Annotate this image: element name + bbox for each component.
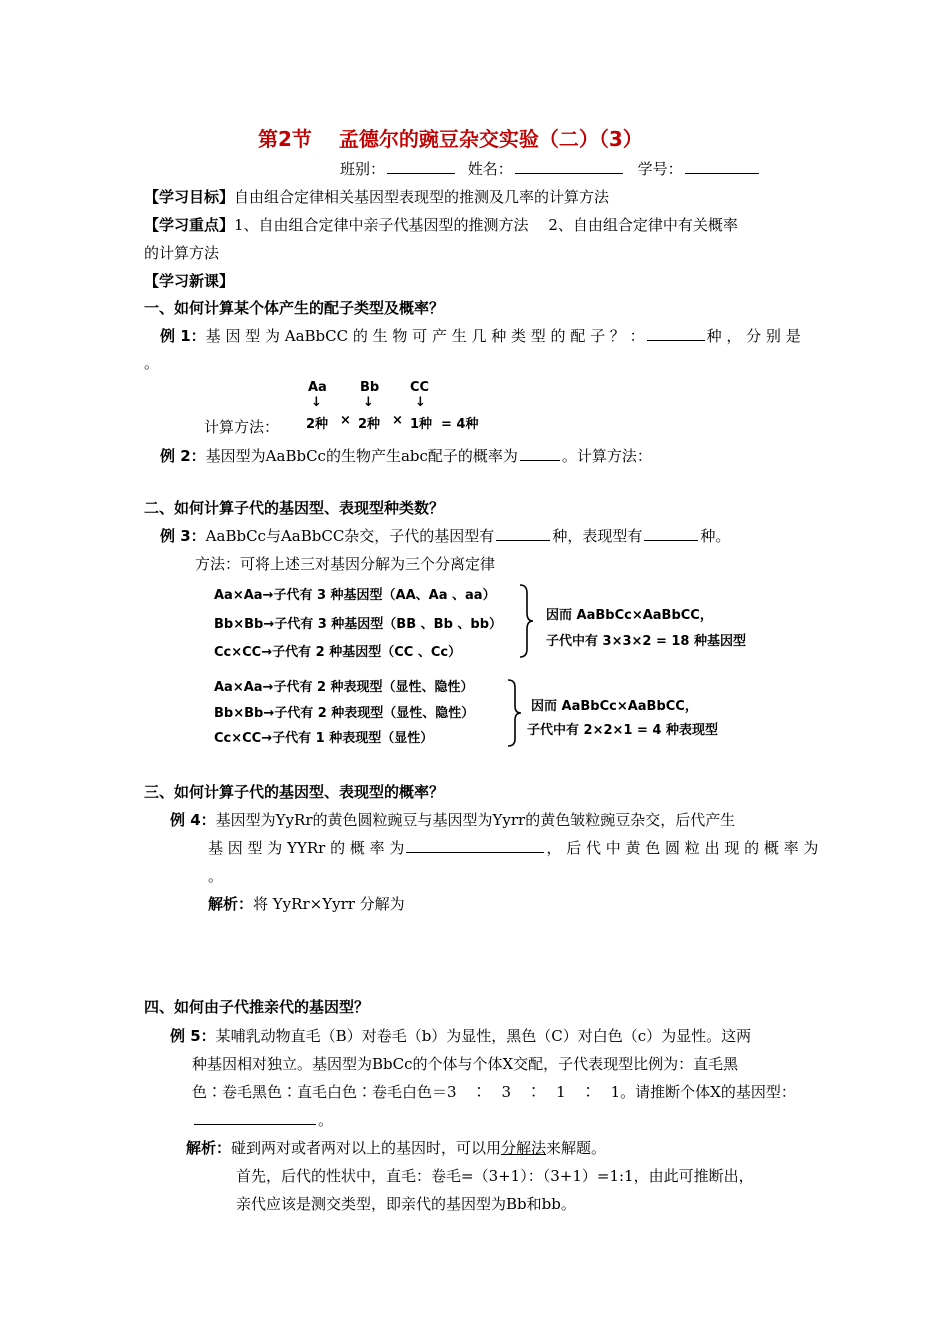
learning-focus — [144, 214, 738, 235]
pheno-conclusion-2: 子代中有 2×2×1 = 4 种表现型 — [527, 723, 718, 738]
ex5-line-3: 色∶卷毛黑色∶直毛白色∶卷毛白色＝3 ∶ 3 ∶ 1 ∶ 1。请推断个体X的基因型： — [192, 1083, 796, 1101]
focus-tag: 【学习重点】 — [144, 216, 235, 234]
example-5 — [170, 1025, 751, 1046]
ex4-text-c: ， 后 代 中 黄 色 圆 粒 出 现 的 概 率 为 — [546, 839, 819, 857]
learning-goal — [144, 186, 609, 207]
ex1-text-a: 基 因 型 为 AaBbCC 的 生 物 可 产 生 几 种 类 型 的 配 子 ？ ： — [205, 327, 645, 345]
focus-text-2: 的计算方法 — [144, 244, 220, 262]
example-2 — [160, 445, 652, 466]
page-title: 第2节 孟德尔的豌豆杂交实验（二）（3） — [258, 127, 643, 151]
ex2-text-a: 基因型为AaBbCc的生物产生abc配子的概率为 — [205, 447, 518, 465]
goal-text: 自由组合定律相关基因型表现型的推测及几率的计算方法 — [234, 188, 610, 206]
arrow-down-icon: ↓ — [311, 395, 322, 410]
brace-icon — [518, 583, 534, 659]
ex5-analysis-underline: 分解法 — [501, 1139, 547, 1157]
pheno-conclusion-1: 因而 AaBbCc×AaBbCC， — [531, 699, 698, 714]
ex5-line-2: 种基因相对独立。基因型为BbCc的个体与个体X交配，子代表现型比例为：直毛黑 — [192, 1055, 739, 1073]
calc-result: = 4种 — [441, 417, 479, 432]
ex5-analysis-b: 来解题。 — [546, 1139, 607, 1157]
ex4-text-a: 基因型为YyRr的黄色圆粒豌豆与基因型为Yyrr的黄色皱粒豌豆杂交，后代产生 — [215, 811, 736, 829]
ex5-line-1: 某哺乳动物直毛（B）对卷毛（b）为显性，黑色（C）对白色（c）为显性。这两 — [215, 1027, 752, 1045]
count-aa: 2种 — [306, 417, 329, 432]
ex5-analysis-line-3: 亲代应该是测交类型，即亲代的基因型为Bb和bb。 — [236, 1195, 576, 1213]
geno-line-1: Aa×Aa→子代有 3 种基因型（AA、Aa 、aa） — [214, 588, 496, 603]
goal-tag: 【学习目标】 — [144, 188, 235, 206]
ex5-analysis-line-2: 首先，后代的性状中，直毛：卷毛=（3+1）：（3+1）=1:1，由此可推断出， — [236, 1167, 754, 1185]
geno-conclusion-2: 子代中有 3×3×2 = 18 种基因型 — [546, 634, 747, 649]
ex1-blank[interactable] — [647, 326, 705, 341]
example-4 — [170, 809, 735, 830]
geno-line-2: Bb×Bb→子代有 3 种基因型（BB 、Bb 、bb） — [214, 617, 503, 632]
ex4-analysis — [208, 893, 405, 914]
id-label: 学号： — [637, 160, 683, 178]
gene-aa: Aa — [308, 380, 327, 395]
times-sign: × — [340, 413, 351, 428]
ex3-blank-2[interactable] — [644, 526, 698, 541]
calc-method-label: 计算方法： — [204, 418, 280, 436]
ex3-blank-1[interactable] — [496, 526, 550, 541]
ex5-analysis — [186, 1137, 606, 1158]
ex5-tag: 例 5： — [170, 1027, 216, 1045]
new-lesson-tag: 【学习新课】 — [144, 272, 235, 290]
focus-text-1: 1、自由组合定律中亲子代基因型的推测方法 2、自由组合定律中有关概率 — [234, 216, 738, 234]
name-blank[interactable] — [515, 159, 623, 174]
count-bb: 2种 — [358, 417, 381, 432]
pheno-line-2: Bb×Bb→子代有 2 种表现型（显性、隐性） — [214, 706, 475, 721]
pheno-line-1: Aa×Aa→子代有 2 种表现型（显性、隐性） — [214, 680, 474, 695]
ex2-blank[interactable] — [520, 446, 560, 461]
name-label: 姓名： — [467, 160, 513, 178]
ex1-text-c: 。 — [144, 354, 160, 372]
method-text: 方法：可将上述三对基因分解为三个分离定律 — [195, 555, 496, 573]
example-1 — [160, 325, 801, 346]
ex5-line-4 — [192, 1109, 333, 1130]
gene-cc: CC — [410, 380, 430, 395]
ex2-text-b: 。计算方法： — [561, 447, 652, 465]
arrow-down-icon: ↓ — [363, 395, 374, 410]
ex4-tag: 例 4： — [170, 811, 216, 829]
ex2-tag: 例 2： — [160, 447, 206, 465]
ex4-blank[interactable] — [406, 838, 544, 853]
ex4-line-2 — [208, 837, 818, 858]
student-info — [340, 158, 761, 179]
ex5-blank[interactable] — [194, 1110, 316, 1125]
example-3 — [160, 525, 730, 546]
ex5-analysis-a: 碰到两对或者两对以上的基因时，可以用 — [231, 1139, 502, 1157]
geno-line-3: Cc×CC→子代有 2 种基因型（CC 、Cc） — [214, 645, 462, 660]
ex4-text-d: 。 — [208, 867, 224, 885]
ex5-line-4-end: 。 — [318, 1111, 334, 1129]
pheno-line-3: Cc×CC→子代有 1 种表现型（显性） — [214, 731, 434, 746]
ex1-text-b: 种 ， 分 别 是 — [706, 327, 801, 345]
ex3-text-c: 种。 — [700, 527, 731, 545]
section-4-heading: 四、如何由子代推亲代的基因型？ — [144, 998, 370, 1016]
section-2-heading: 二、如何计算子代的基因型、表现型种类数？ — [144, 499, 445, 517]
ex3-tag: 例 3： — [160, 527, 206, 545]
brace-icon — [506, 678, 522, 748]
ex4-analysis-text: 将 YyRr×Yyrr 分解为 — [253, 895, 405, 913]
class-label: 班别： — [340, 160, 386, 178]
section-1-heading: 一、如何计算某个体产生的配子类型及概率？ — [144, 299, 445, 317]
times-sign: × — [392, 413, 403, 428]
class-blank[interactable] — [387, 159, 455, 174]
ex1-tag: 例 1： — [160, 327, 206, 345]
ex5-analysis-tag: 解析： — [186, 1139, 232, 1157]
ex4-analysis-tag: 解析： — [208, 895, 254, 913]
count-cc: 1种 — [410, 417, 433, 432]
ex3-text-a: AaBbCc与AaBbCC杂交，子代的基因型有 — [205, 527, 495, 545]
gene-bb: Bb — [360, 380, 380, 395]
arrow-down-icon: ↓ — [415, 395, 426, 410]
geno-conclusion-1: 因而 AaBbCc×AaBbCC， — [546, 608, 713, 623]
ex4-text-b: 基 因 型 为 YYRr 的 概 率 为 — [208, 839, 405, 857]
id-blank[interactable] — [685, 159, 759, 174]
section-3-heading: 三、如何计算子代的基因型、表现型的概率？ — [144, 783, 445, 801]
ex3-text-b: 种，表现型有 — [552, 527, 643, 545]
